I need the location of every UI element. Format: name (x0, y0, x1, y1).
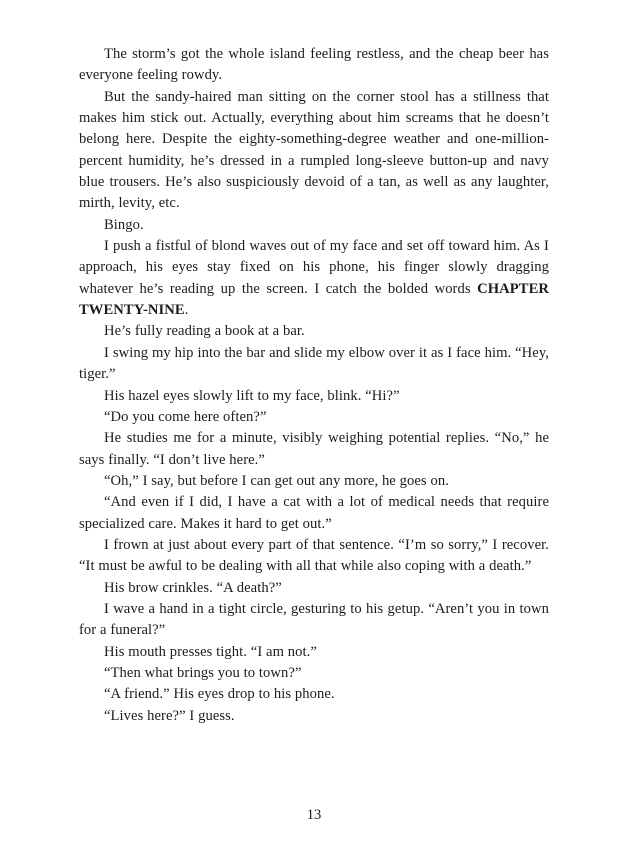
paragraph: “A friend.” His eyes drop to his phone. (104, 686, 335, 703)
paragraph: I frown at just about every part of that sentence. “I’m so sorry,” I recover. “It must be awful to be dealing with all that while also coping with a death.” (79, 536, 549, 575)
page-number: 13 (306, 807, 322, 823)
paragraph: “Then what brings you to town?” (104, 664, 302, 681)
paragraph: He studies me for a minute, visibly weighing potential replies. “No,” he says finally. “I don’t live here.” (79, 430, 549, 468)
paragraph: I swing my hip into the bar and slide my elbow over it as I face him. “Hey, tiger.” (79, 344, 549, 383)
paragraph: “Do you come here often?” (104, 408, 267, 425)
paragraph: I wave a hand in a tight circle, gesturing to his getup. “Aren’t you in town for a funeral?” (79, 600, 549, 639)
paragraph-text-tail: . (184, 302, 189, 319)
paragraph-with-chapter-reference (79, 236, 549, 321)
paragraph: He’s fully reading a book at a bar. (104, 323, 305, 340)
chapter-reference-bold: CHAPTER TWENTY-NINE (79, 280, 549, 319)
paragraph: “Oh,” I say, but before I can get out any more, he goes on. (104, 472, 449, 489)
paragraph: His brow crinkles. “A death?” (104, 579, 282, 596)
body-text-column (79, 44, 549, 727)
paragraph: The storm’s got the whole island feeling restless, and the cheap beer has everyone feeling rowdy. (79, 46, 549, 84)
paragraph-text-lead: I push a fistful of blond waves out of my face and set off toward him. As I approach, his eyes stay fixed on his phone, his finger slowly dragging whatever he’s reading up the screen. I catch the bolded words (79, 238, 549, 297)
paragraph: But the sandy-haired man sitting on the corner stool has a stillness that makes him stick out. Actually, everything about him screams that he doesn’t belong here. Despite the eighty-something-degree weather and one-million-percent humidity, he’s dressed in a rumpled long-sleeve button-up and navy blue trousers. He’s also suspiciously devoid of a tan, as well as any laughter, mirth, levity, etc. (79, 88, 549, 212)
paragraph: “And even if I did, I have a cat with a lot of medical needs that require specialized care. Makes it hard to get out.” (79, 494, 549, 532)
paragraph: “Lives here?” I guess. (104, 707, 235, 724)
paragraph: His mouth presses tight. “I am not.” (104, 643, 317, 660)
paragraph: Bingo. (104, 216, 144, 233)
paragraph: His hazel eyes slowly lift to my face, blink. “Hi?” (104, 387, 400, 404)
